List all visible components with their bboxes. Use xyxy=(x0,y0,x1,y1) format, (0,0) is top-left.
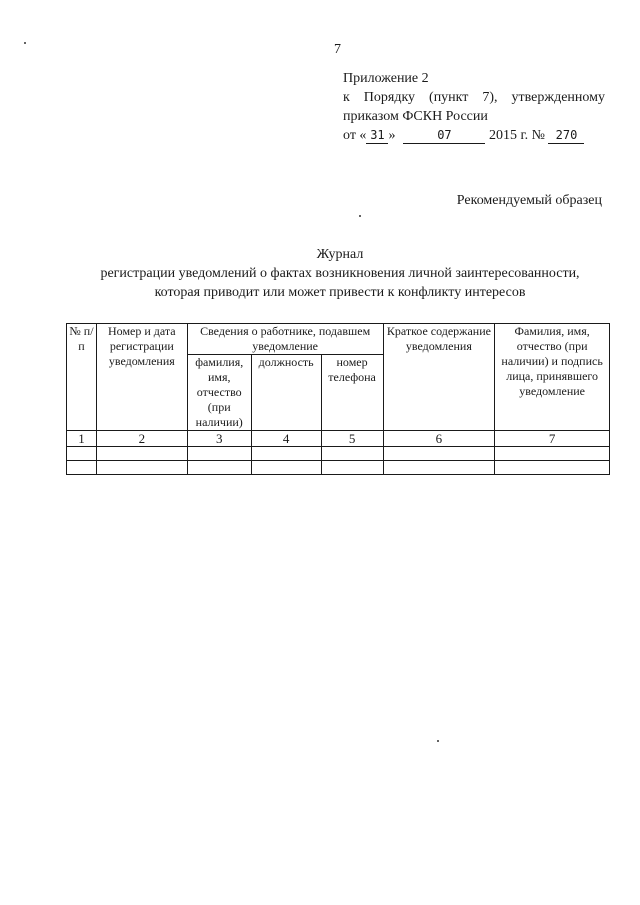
table-cell xyxy=(67,461,97,475)
column-number: 3 xyxy=(187,431,251,447)
journal-subtitle-1: регистрации уведомлений о фактах возникновения личной заинтересованности, xyxy=(100,266,580,281)
table-row xyxy=(67,461,610,475)
header-date: Номер и дата регистрации уведомления xyxy=(96,324,187,431)
ref-word: (пункт xyxy=(429,90,469,105)
page-number: 7 xyxy=(334,42,341,57)
ref-word: утвержденному xyxy=(511,90,605,105)
scan-speck xyxy=(437,740,439,742)
journal-subtitle-2: которая приводит или может привести к конфликту интересов xyxy=(154,285,526,300)
header-receiver: Фамилия, имя, отчество (при наличии) и подпись лица, принявшего уведомление xyxy=(495,324,610,431)
scan-speck xyxy=(24,42,26,44)
ref-word: к xyxy=(343,90,350,105)
table-cell xyxy=(321,447,383,461)
date-prefix: от « xyxy=(343,128,367,143)
column-number: 2 xyxy=(96,431,187,447)
journal-title: Журнал xyxy=(316,247,364,262)
subheader-phone: номер телефона xyxy=(321,355,383,431)
recommended-sample-label: Рекомендуемый образец xyxy=(456,193,602,208)
column-number: 7 xyxy=(495,431,610,447)
column-number: 4 xyxy=(251,431,321,447)
appendix-title: Приложение 2 xyxy=(343,71,429,86)
subheader-name: фамилия, имя, отчество (при наличии) xyxy=(187,355,251,431)
ref-word: Порядку xyxy=(363,90,416,105)
subheader-position: должность xyxy=(251,355,321,431)
table-cell xyxy=(495,447,610,461)
journal-title-block xyxy=(60,245,620,302)
header-row xyxy=(67,324,610,355)
date-year: 2015 г. № xyxy=(488,128,545,143)
order-number: 270 xyxy=(548,128,584,144)
column-number: 1 xyxy=(67,431,97,447)
date-day: 31 xyxy=(366,128,388,144)
table-cell xyxy=(251,461,321,475)
appendix-header xyxy=(343,69,605,145)
table-cell xyxy=(187,461,251,475)
table-row xyxy=(67,447,610,461)
column-number: 5 xyxy=(321,431,383,447)
column-number-row xyxy=(67,431,610,447)
column-number: 6 xyxy=(383,431,495,447)
date-month: 07 xyxy=(403,128,485,144)
table-cell xyxy=(67,447,97,461)
table-cell xyxy=(495,461,610,475)
ref-word: 7), xyxy=(482,90,498,105)
appendix-date-line xyxy=(343,126,605,145)
table-cell xyxy=(383,447,495,461)
scan-speck xyxy=(359,215,361,217)
table-cell xyxy=(321,461,383,475)
appendix-reference xyxy=(343,88,605,107)
table-cell xyxy=(96,447,187,461)
journal-table xyxy=(66,323,610,475)
header-employee: Сведения о работнике, подавшем уведомление xyxy=(187,324,383,355)
table-cell xyxy=(96,461,187,475)
date-mid: » xyxy=(388,128,396,143)
appendix-order: приказом ФСКН России xyxy=(343,109,488,124)
header-summary: Краткое содержание уведомления xyxy=(383,324,495,431)
table-cell xyxy=(187,447,251,461)
table-cell xyxy=(383,461,495,475)
table-cell xyxy=(251,447,321,461)
header-num: № п/п xyxy=(67,324,97,431)
